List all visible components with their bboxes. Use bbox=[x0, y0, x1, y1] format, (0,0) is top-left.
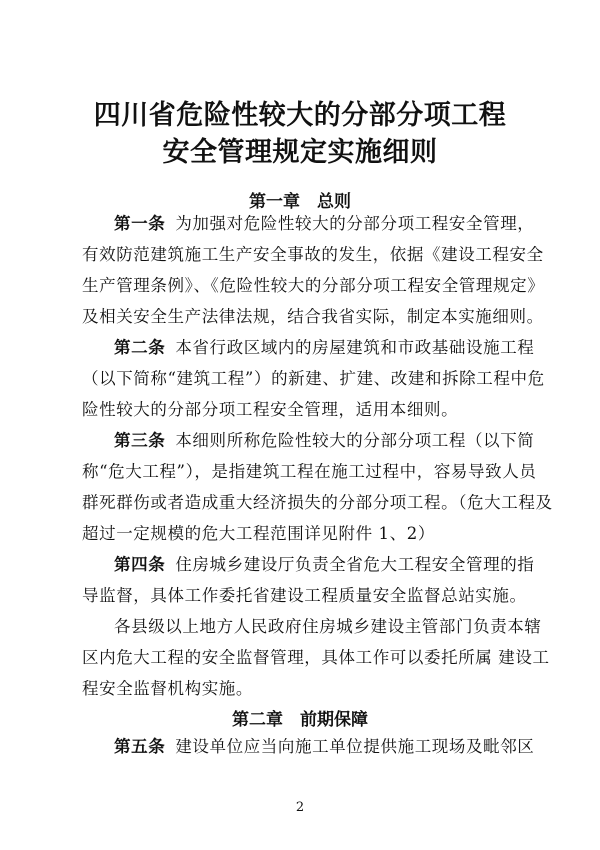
article-3-line-4: 超过一定规模的危大工程范围详见附件 1、2） bbox=[82, 524, 435, 543]
article-1-line-3: 生产管理条例》、《危险性较大的分部分项工程安全管理规定》 bbox=[82, 276, 545, 295]
document-title-line2: 安全管理规定实施细则 bbox=[162, 137, 438, 168]
article-5-text: 建设单位应当向施工单位提供施工现场及毗邻区 bbox=[175, 737, 535, 756]
article-3-text: 本细则所称危险性较大的分部分项工程（以下简 bbox=[175, 431, 535, 450]
article-2-label: 第二条 bbox=[114, 338, 166, 357]
article-3-label: 第三条 bbox=[114, 431, 166, 450]
article-1-line-4: 及相关安全生产法律法规，结合我省实际，制定本实施细则。 bbox=[82, 307, 544, 326]
page-number: 2 bbox=[295, 800, 305, 815]
article-3-line-2: 称“危大工程”），是指建筑工程在施工过程中，容易导致人员 bbox=[82, 462, 537, 481]
article-3-line-1 bbox=[114, 430, 542, 452]
article-2-text: 本省行政区域内的房屋建筑和市政基础设施工程 bbox=[175, 338, 535, 357]
article-1-text: 为加强对危险性较大的分部分项工程安全管理， bbox=[175, 214, 535, 233]
article-5-label: 第五条 bbox=[114, 737, 166, 756]
document-title-line1: 四川省危险性较大的分部分项工程 bbox=[93, 100, 507, 131]
article-2-line-1 bbox=[114, 337, 542, 359]
article-5-line-1 bbox=[114, 736, 542, 758]
chapter-heading-1: 第一章 总则 bbox=[249, 192, 351, 212]
article-2-line-2: （以下简称“建筑工程”）的新建、扩建、改建和拆除工程中危 bbox=[82, 369, 545, 388]
article-4-para2-line-3: 程安全监督机构实施。 bbox=[82, 679, 253, 698]
article-4-para2-line-1: 各县级以上地方人民政府住房城乡建设主管部门负责本辖 bbox=[114, 617, 542, 636]
article-4-para2-line-2: 区内危大工程的安全监督管理，具体工作可以委托所属 建设工 bbox=[82, 648, 550, 667]
chapter-heading-2: 第二章 前期保障 bbox=[232, 710, 368, 730]
article-1-line-2: 有效防范建筑施工生产安全事故的发生，依据《建设工程安全 bbox=[82, 245, 544, 264]
article-4-line-1 bbox=[114, 554, 542, 576]
article-3-line-3: 群死群伤或者造成重大经济损失的分部分项工程。（危大工程及 bbox=[82, 493, 553, 512]
article-1-label: 第一条 bbox=[114, 214, 166, 233]
article-4-text: 住房城乡建设厅负责全省危大工程安全管理的指 bbox=[175, 555, 535, 574]
article-2-line-3: 险性较大的分部分项工程安全管理，适用本细则。 bbox=[82, 400, 459, 419]
article-1-line-1 bbox=[114, 213, 542, 235]
article-4-label: 第四条 bbox=[114, 555, 166, 574]
article-4-line-2: 导监督，具体工作委托省建设工程质量安全监督总站实施。 bbox=[82, 586, 527, 605]
